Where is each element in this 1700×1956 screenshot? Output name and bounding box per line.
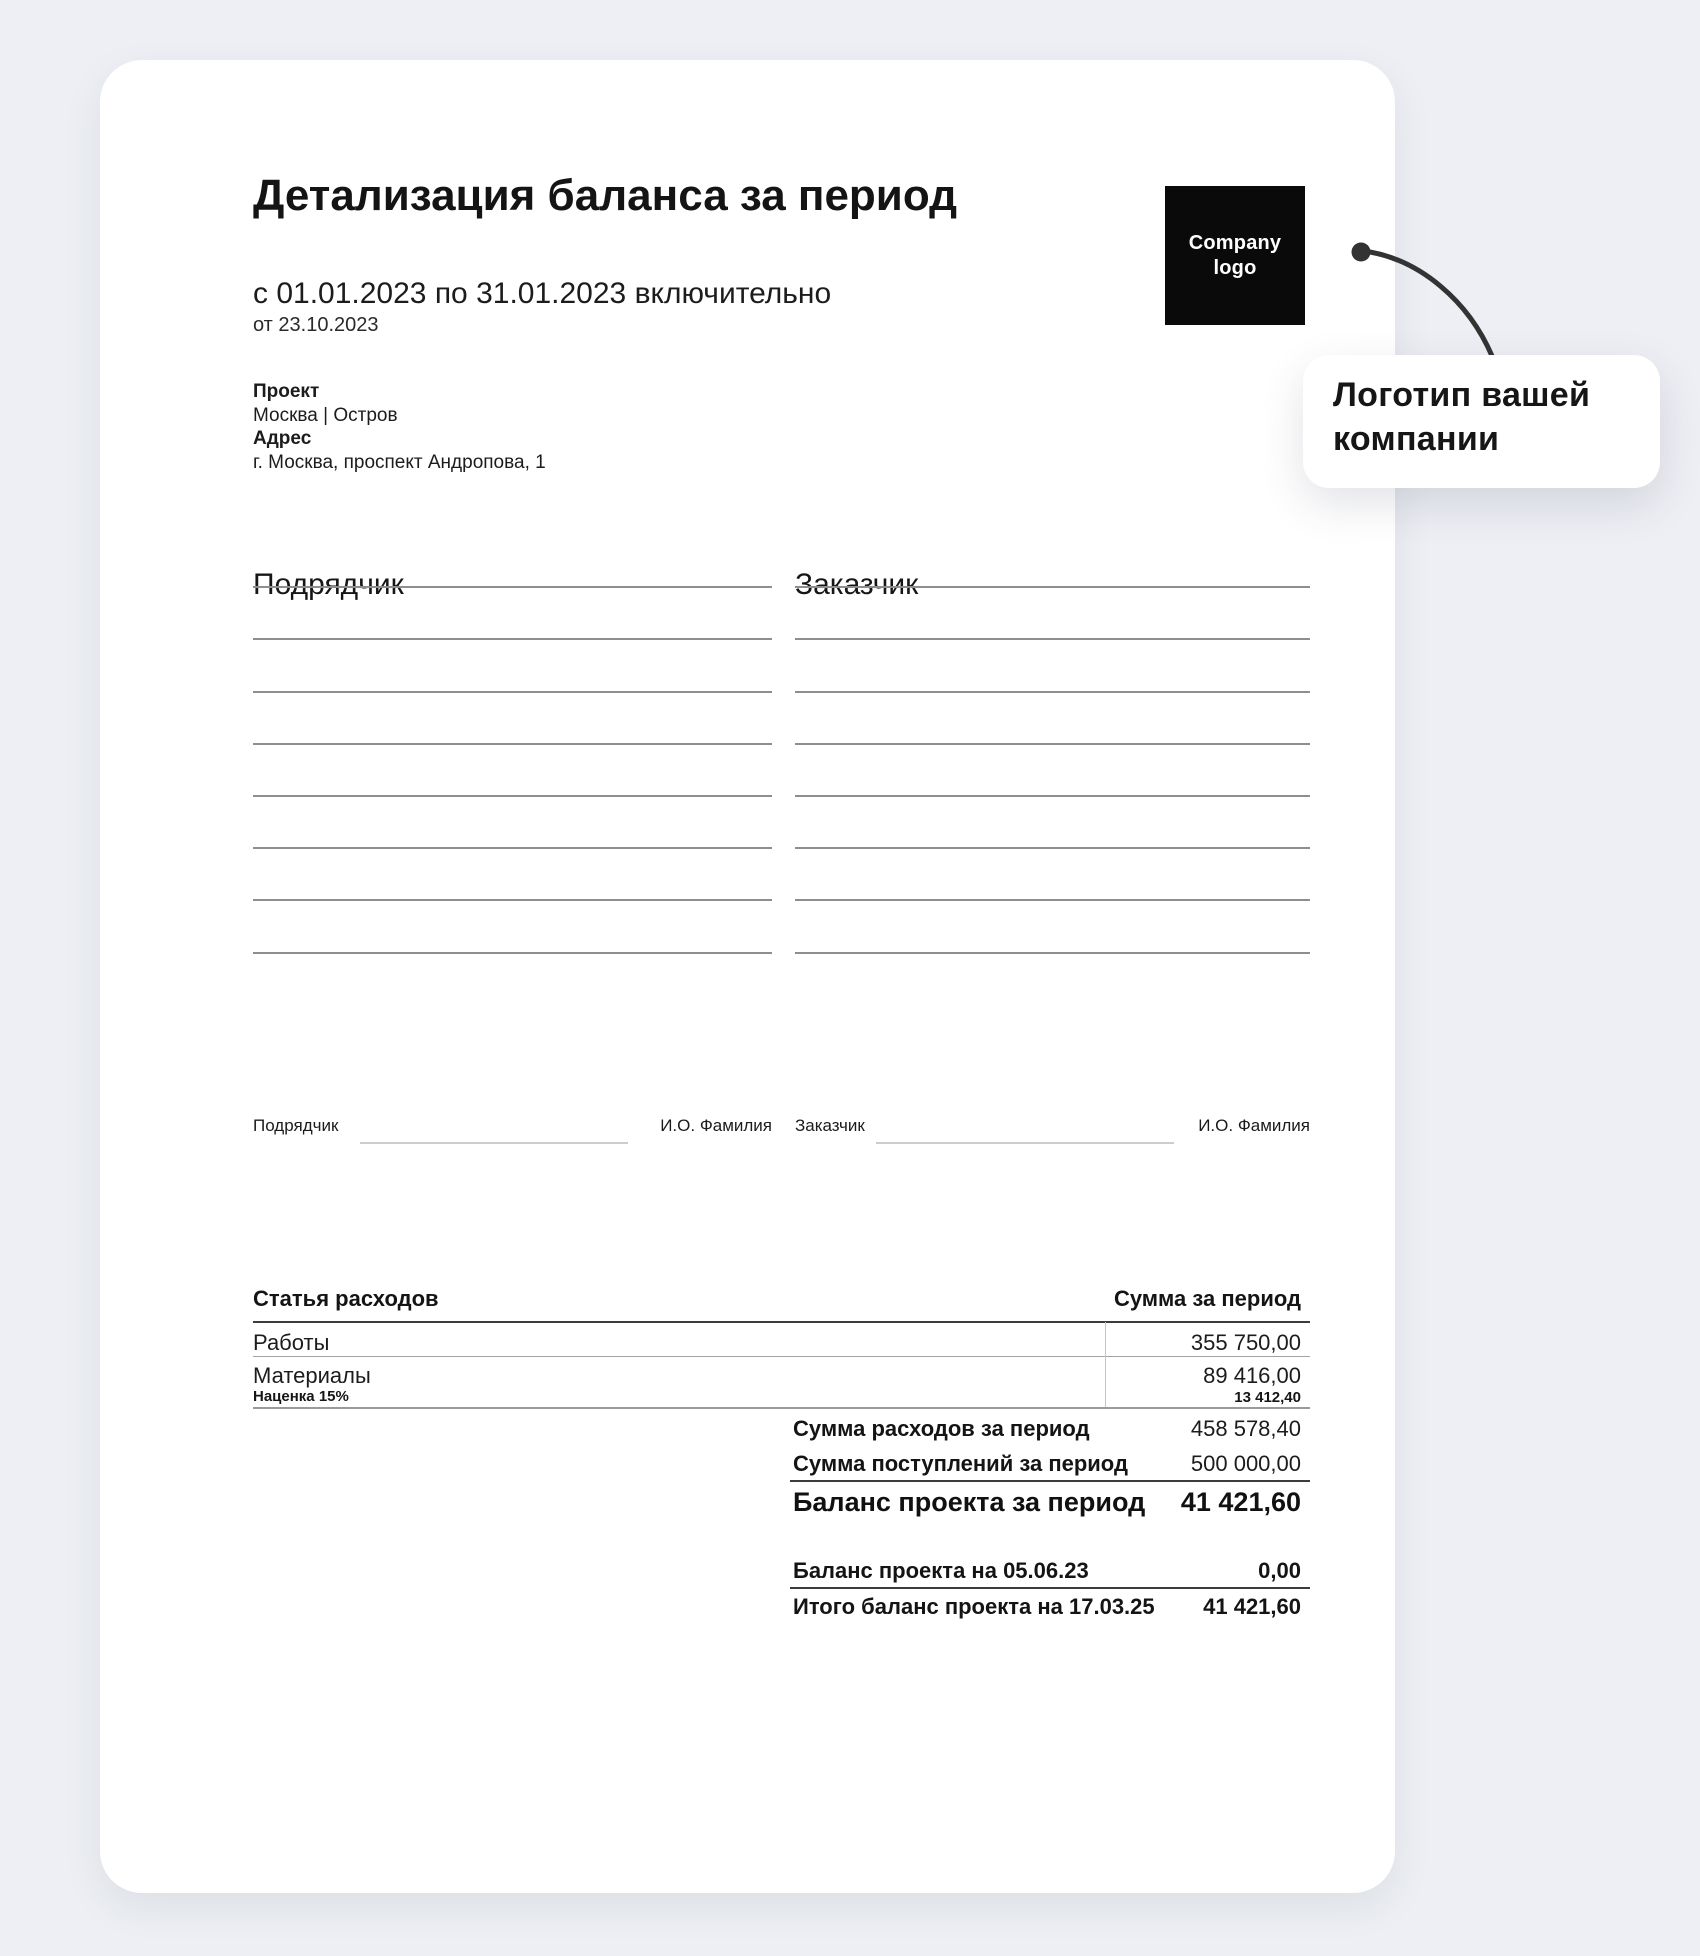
blank-line xyxy=(253,849,772,901)
total-expenses-label: Сумма расходов за период xyxy=(793,1416,1090,1441)
table-row-divider xyxy=(253,1407,1310,1409)
blank-line xyxy=(253,640,772,692)
signature-line-customer xyxy=(876,1142,1174,1144)
blank-line xyxy=(795,849,1310,901)
logo-callout-bubble xyxy=(1303,355,1660,488)
address-label: Адрес xyxy=(253,428,312,449)
blank-line xyxy=(795,536,1310,588)
blank-line xyxy=(253,745,772,797)
blank-line xyxy=(253,901,772,953)
logo-text-line2: logo xyxy=(1213,256,1257,279)
document-created-date: от 23.10.2023 xyxy=(253,314,379,336)
table-row-note: Наценка 15% xyxy=(253,1388,349,1405)
table-column-divider xyxy=(1105,1322,1106,1407)
blank-line xyxy=(253,797,772,849)
total-expenses-value: 458 578,40 xyxy=(1190,1416,1301,1441)
table-row-name: Работы xyxy=(253,1330,330,1355)
table-row-note-amount: 13 412,40 xyxy=(1234,1389,1301,1406)
final-balance-rule xyxy=(790,1587,1310,1589)
table-row-amount: 89 416,00 xyxy=(1203,1363,1301,1388)
signature-customer-label: Заказчик xyxy=(795,1116,865,1135)
document-title: Детализация баланса за период xyxy=(253,171,958,220)
signature-name-hint-contractor: И.О. Фамилия xyxy=(660,1116,772,1135)
blank-line xyxy=(795,588,1310,640)
total-income-label: Сумма поступлений за период xyxy=(793,1451,1128,1476)
blank-line xyxy=(795,745,1310,797)
period-balance-value: 41 421,60 xyxy=(1180,1487,1301,1517)
signature-name-hint-customer: И.О. Фамилия xyxy=(1198,1116,1310,1135)
logo-callout-text: Логотип вашей компании xyxy=(1333,376,1591,458)
project-meta xyxy=(253,380,546,474)
blank-line xyxy=(795,640,1310,692)
blank-line xyxy=(253,693,772,745)
company-logo-placeholder xyxy=(1165,186,1305,325)
table-row-amount: 355 750,00 xyxy=(1190,1330,1301,1355)
table-row-divider xyxy=(253,1356,1310,1357)
customer-blank-lines xyxy=(795,536,1310,954)
document-period: с 01.01.2023 по 31.01.2023 включительно xyxy=(253,277,832,310)
blank-line xyxy=(795,797,1310,849)
contractor-blank-lines xyxy=(253,536,772,954)
document-page xyxy=(100,60,1395,1893)
opening-balance-value: 0,00 xyxy=(1258,1558,1301,1583)
project-value: Москва | Остров xyxy=(253,404,398,426)
blank-line xyxy=(253,536,772,588)
table-header-rule xyxy=(253,1321,1310,1323)
blank-line xyxy=(253,588,772,640)
contractor-heading: Подрядчик xyxy=(253,568,404,601)
table-header-expense: Статья расходов xyxy=(253,1286,439,1311)
logo-text-line1: Company xyxy=(1188,231,1282,254)
opening-balance-label: Баланс проекта на 05.06.23 xyxy=(793,1558,1089,1583)
signature-line-contractor xyxy=(360,1142,628,1144)
total-income-value: 500 000,00 xyxy=(1190,1451,1301,1476)
signature-contractor-label: Подрядчик xyxy=(253,1116,339,1135)
final-balance-label: Итого баланс проекта на 17.03.25 xyxy=(793,1594,1155,1619)
project-label: Проект xyxy=(253,381,320,402)
balance-rule xyxy=(790,1480,1310,1482)
blank-line xyxy=(795,693,1310,745)
final-balance-value: 41 421,60 xyxy=(1203,1594,1301,1619)
blank-line xyxy=(795,901,1310,953)
customer-heading: Заказчик xyxy=(795,568,919,601)
table-header-amount: Сумма за период xyxy=(1113,1286,1301,1311)
address-value: г. Москва, проспект Андропова, 1 xyxy=(253,451,546,473)
period-balance-label: Баланс проекта за период xyxy=(793,1487,1146,1517)
table-row-name: Материалы xyxy=(253,1363,371,1388)
